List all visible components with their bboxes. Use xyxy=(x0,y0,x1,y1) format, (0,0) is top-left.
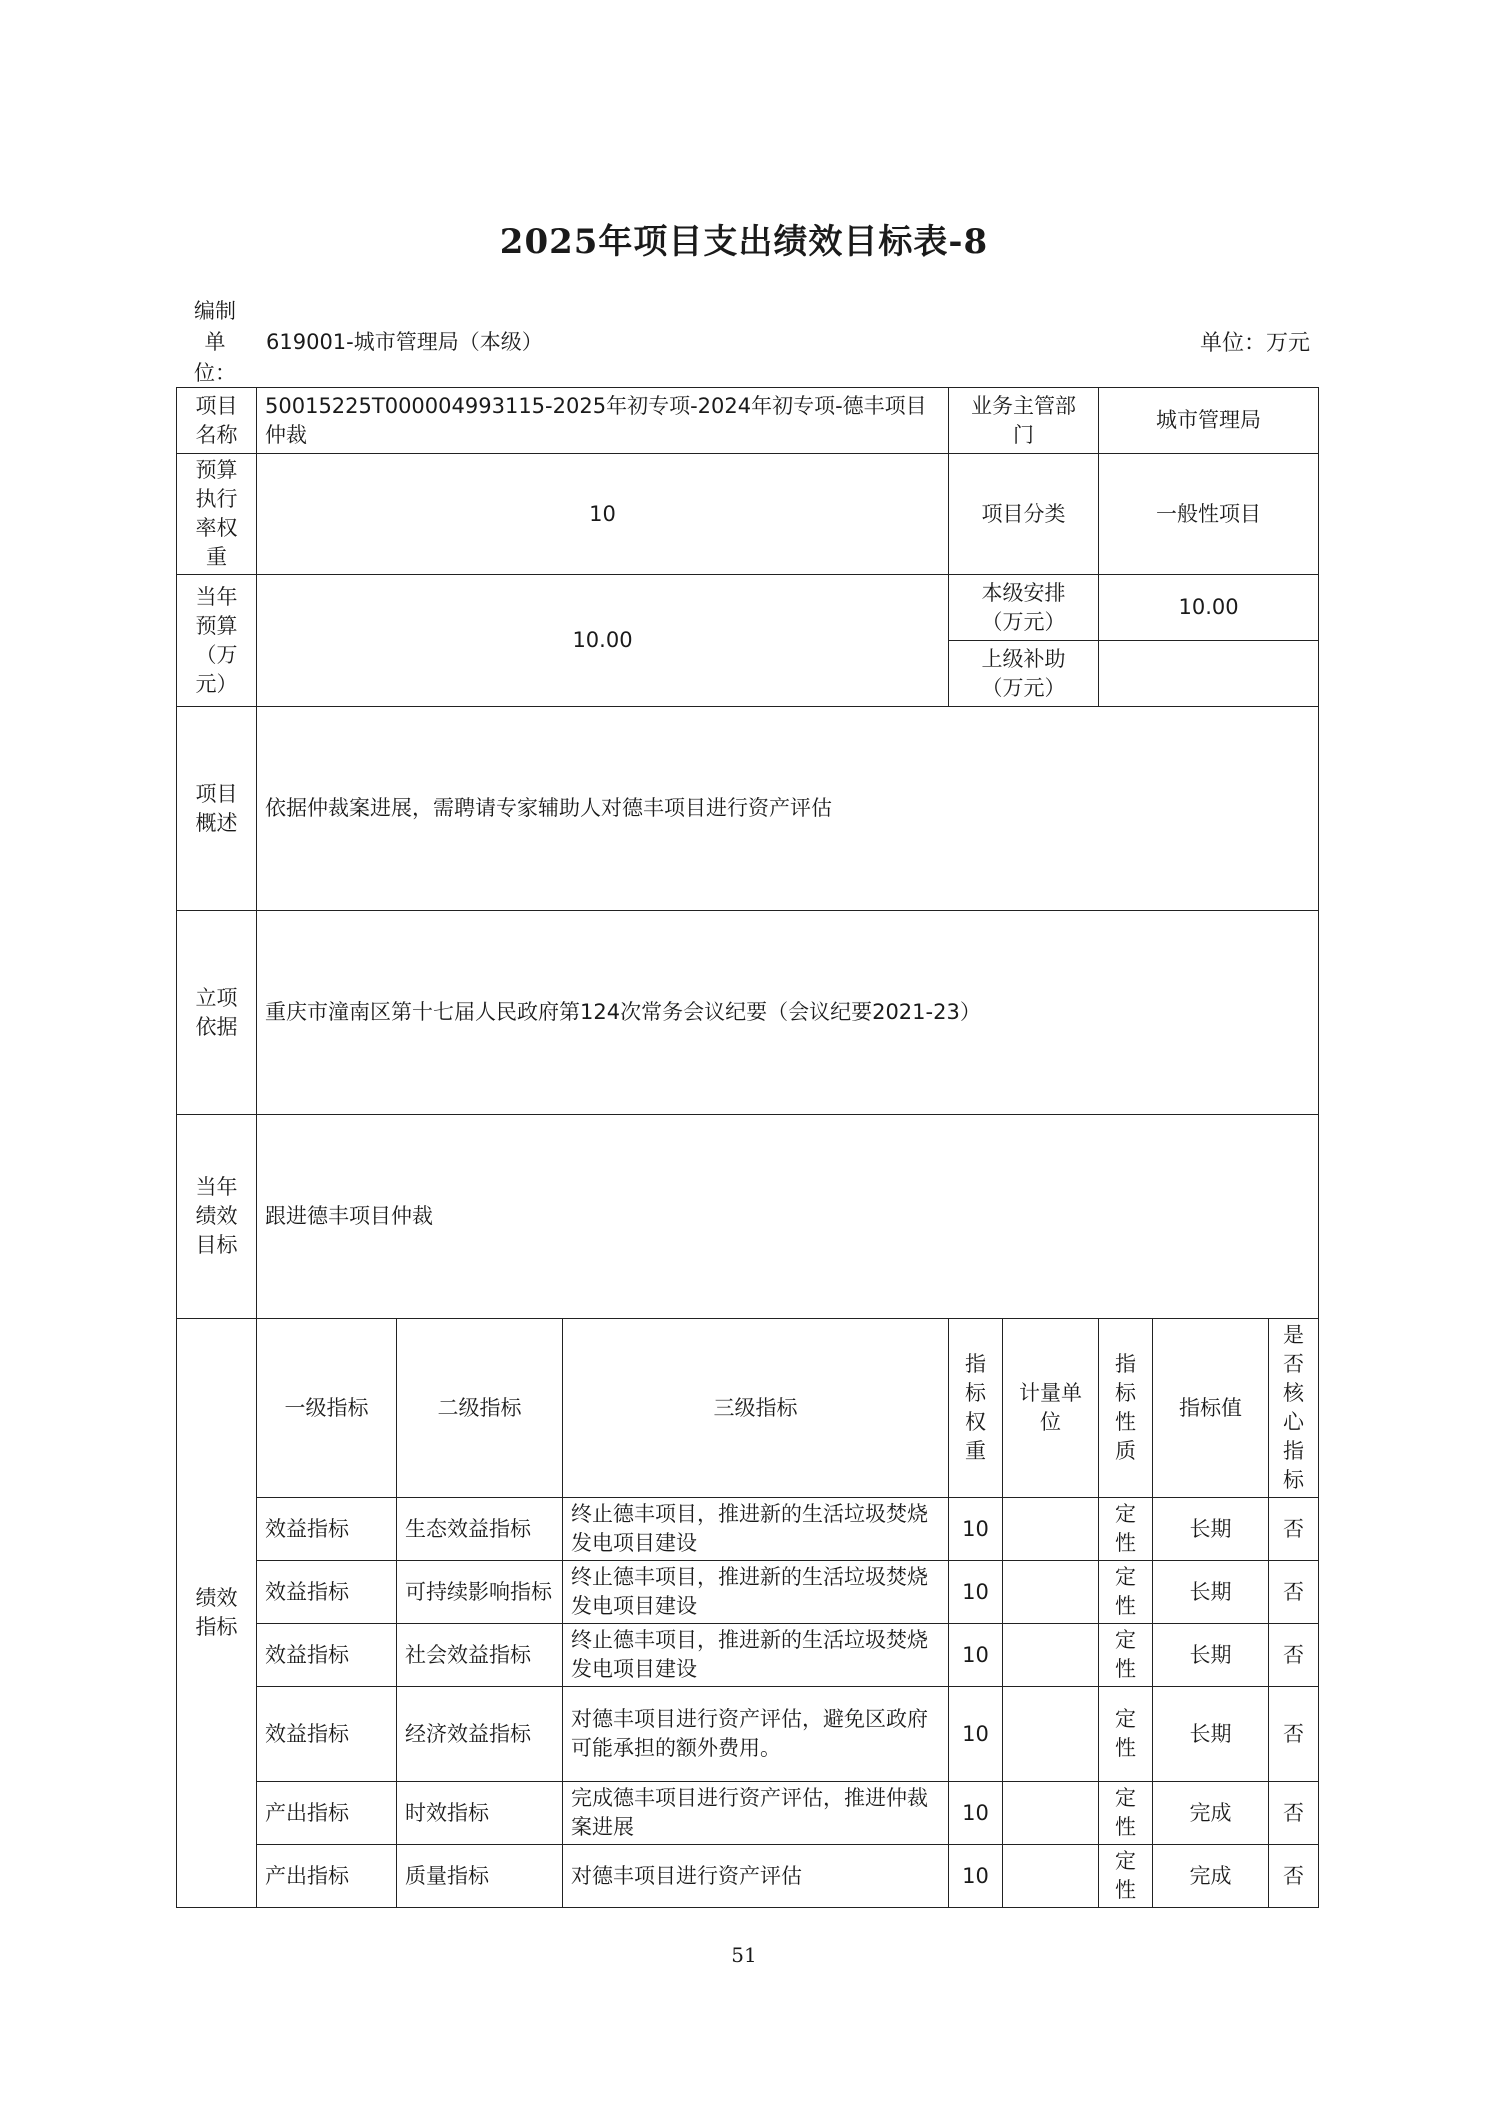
row-level1: 效益指标 xyxy=(257,1498,397,1561)
table-row xyxy=(177,1782,1319,1845)
row-level2: 时效指标 xyxy=(397,1782,563,1845)
header-unit: 计量单 位 xyxy=(1003,1319,1099,1498)
project-name: 50015225T000004993115-2025年初专项-2024年初专项-德丰项目仲裁 xyxy=(257,388,949,454)
header-value: 指标值 xyxy=(1153,1319,1269,1498)
row-core: 否 xyxy=(1269,1624,1319,1687)
overview-label: 项目 概述 xyxy=(177,707,257,911)
unit-value: 619001-城市管理局（本级） xyxy=(266,330,543,354)
indicators-label: 绩效 指标 xyxy=(177,1319,257,1908)
dept-value: 城市管理局 xyxy=(1099,388,1319,454)
row-level3: 终止德丰项目，推进新的生活垃圾焚烧发电项目建设 xyxy=(563,1498,949,1561)
table-row xyxy=(177,1845,1319,1908)
row-unit xyxy=(1003,1687,1099,1782)
row-level1: 效益指标 xyxy=(257,1561,397,1624)
project-name-label: 项目 名称 xyxy=(177,388,257,454)
currency-unit: 单位：万元 xyxy=(1199,331,1310,356)
row-nature: 定 性 xyxy=(1099,1687,1153,1782)
budget-label: 当年 预算 （万 元） xyxy=(177,575,257,707)
row-level2: 生态效益指标 xyxy=(397,1498,563,1561)
dept-label: 业务主管部 门 xyxy=(949,388,1099,454)
row-level3: 终止德丰项目，推进新的生活垃圾焚烧发电项目建设 xyxy=(563,1624,949,1687)
row-unit xyxy=(1003,1498,1099,1561)
row-value: 长期 xyxy=(1153,1498,1269,1561)
upper-value xyxy=(1099,641,1319,707)
row-level3: 对德丰项目进行资产评估，避免区政府可能承担的额外费用。 xyxy=(563,1687,949,1782)
header-level3: 三级指标 xyxy=(563,1319,949,1498)
row-level1: 效益指标 xyxy=(257,1687,397,1782)
row-level3: 完成德丰项目进行资产评估，推进仲裁案进展 xyxy=(563,1782,949,1845)
row-nature: 定 性 xyxy=(1099,1498,1153,1561)
goal-label: 当年 绩效 目标 xyxy=(177,1115,257,1319)
row-weight: 10 xyxy=(949,1845,1003,1908)
upper-label: 上级补助 （万元） xyxy=(949,641,1099,707)
header-level2: 二级指标 xyxy=(397,1319,563,1498)
category-value: 一般性项目 xyxy=(1099,454,1319,575)
local-label: 本级安排 （万元） xyxy=(949,575,1099,641)
row-level3: 对德丰项目进行资产评估 xyxy=(563,1845,949,1908)
row-level1: 效益指标 xyxy=(257,1624,397,1687)
budget-value: 10.00 xyxy=(257,575,949,707)
page-title: 2025年项目支出绩效目标表-8 xyxy=(499,222,989,262)
row-nature: 定 性 xyxy=(1099,1624,1153,1687)
row-weight: 10 xyxy=(949,1687,1003,1782)
row-value: 完成 xyxy=(1153,1845,1269,1908)
table-row xyxy=(177,1687,1319,1782)
row-level3: 终止德丰项目，推进新的生活垃圾焚烧发电项目建设 xyxy=(563,1561,949,1624)
table-row xyxy=(177,1561,1319,1624)
row-level1: 产出指标 xyxy=(257,1782,397,1845)
row-weight: 10 xyxy=(949,1561,1003,1624)
row-core: 否 xyxy=(1269,1845,1319,1908)
table-row xyxy=(177,1624,1319,1687)
header-weight: 指 标 权 重 xyxy=(949,1319,1003,1498)
row-value: 完成 xyxy=(1153,1782,1269,1845)
row-core: 否 xyxy=(1269,1687,1319,1782)
row-nature: 定 性 xyxy=(1099,1782,1153,1845)
category-label: 项目分类 xyxy=(949,454,1099,575)
header-level1: 一级指标 xyxy=(257,1319,397,1498)
table-row xyxy=(177,1498,1319,1561)
row-unit xyxy=(1003,1782,1099,1845)
row-unit xyxy=(1003,1845,1099,1908)
page-number: 51 xyxy=(731,1943,757,1967)
overview-text: 依据仲裁案进展，需聘请专家辅助人对德丰项目进行资产评估 xyxy=(257,707,1319,911)
row-weight: 10 xyxy=(949,1782,1003,1845)
row-value: 长期 xyxy=(1153,1687,1269,1782)
weight-label: 预算 执行 率权 重 xyxy=(177,454,257,575)
row-value: 长期 xyxy=(1153,1624,1269,1687)
row-level2: 社会效益指标 xyxy=(397,1624,563,1687)
basis-text: 重庆市潼南区第十七届人民政府第124次常务会议纪要（会议纪要2021-23） xyxy=(257,911,1319,1115)
row-core: 否 xyxy=(1269,1561,1319,1624)
goal-text: 跟进德丰项目仲裁 xyxy=(257,1115,1319,1319)
row-core: 否 xyxy=(1269,1782,1319,1845)
basis-label: 立项 依据 xyxy=(177,911,257,1115)
row-level2: 质量指标 xyxy=(397,1845,563,1908)
row-core: 否 xyxy=(1269,1498,1319,1561)
local-value: 10.00 xyxy=(1099,575,1319,641)
row-level2: 可持续影响指标 xyxy=(397,1561,563,1624)
performance-table xyxy=(176,387,1319,1908)
row-unit xyxy=(1003,1561,1099,1624)
header-core: 是 否 核 心 指 标 xyxy=(1269,1319,1319,1498)
weight-value: 10 xyxy=(257,454,949,575)
row-unit xyxy=(1003,1624,1099,1687)
row-nature: 定 性 xyxy=(1099,1845,1153,1908)
row-weight: 10 xyxy=(949,1624,1003,1687)
row-value: 长期 xyxy=(1153,1561,1269,1624)
unit-label: 编制 单 位： xyxy=(194,299,236,385)
row-level1: 产出指标 xyxy=(257,1845,397,1908)
row-weight: 10 xyxy=(949,1498,1003,1561)
header-nature: 指 标 性 质 xyxy=(1099,1319,1153,1498)
row-nature: 定 性 xyxy=(1099,1561,1153,1624)
row-level2: 经济效益指标 xyxy=(397,1687,563,1782)
